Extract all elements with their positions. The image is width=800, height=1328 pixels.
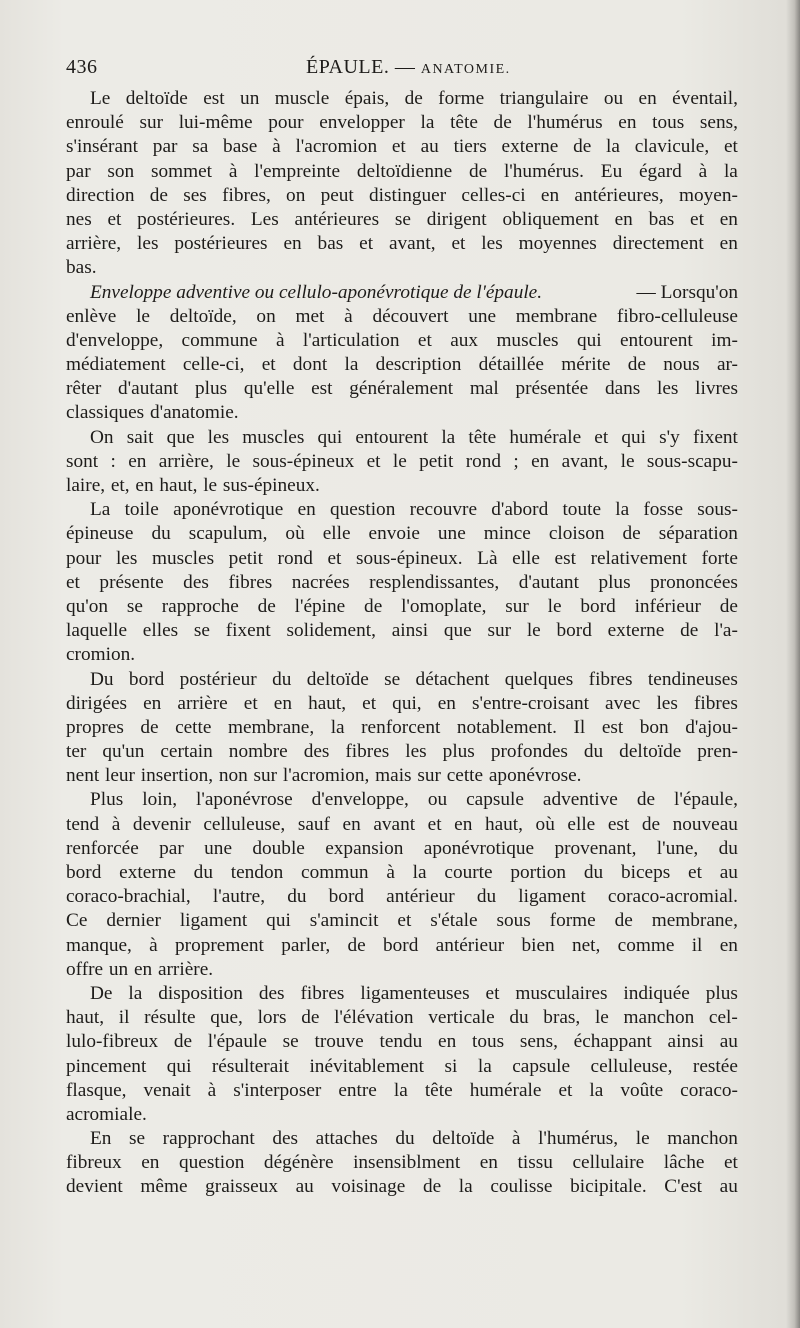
- text-line: enlève le deltoïde, on met à découvert une membrane fibro-celluleuse: [66, 305, 738, 327]
- paragraph: [66, 668, 738, 789]
- text-line: devient même graisseux au voisinage de la coulisse bicipitale. C'est au: [66, 1176, 738, 1198]
- text-line: par son sommet à l'empreinte deltoïdienne de l'humérus. Eu égard à la: [66, 160, 738, 182]
- text-line: classiques d'anatomie.: [66, 402, 239, 424]
- text-line: lulo-fibreux de l'épaule se trouve tendu en tous sens, échappant ainsi au: [66, 1031, 738, 1053]
- text-line: sont : en arrière, le sous-épineux et le petit rond ; en avant, le sous-scapu-: [66, 450, 738, 472]
- section-heading: Enveloppe adventive ou cellulo-aponévrotique de l'épaule.: [90, 281, 543, 303]
- text-line: acromiale.: [66, 1103, 147, 1125]
- text-line: [66, 281, 738, 305]
- text-line: qu'on se rapproche de l'épine de l'omoplate, sur le bord inférieur de: [66, 595, 738, 617]
- text-line: renforcée par une double expansion aponévrotique provenant, l'une, du: [66, 837, 738, 859]
- text-line: nes et postérieures. Les antérieures se dirigent obliquement en bas et en: [66, 208, 738, 230]
- text-line: On sait que les muscles qui entourent la tête humérale et qui s'y fixent: [90, 426, 738, 448]
- text-line: pincement qui résulterait inévitablement si la capsule celluleuse, restée: [66, 1055, 738, 1077]
- page-number: 436: [66, 56, 98, 78]
- running-header: [66, 56, 738, 86]
- paragraph: [66, 498, 738, 667]
- text-line: Le deltoïde est un muscle épais, de forme triangulaire ou en éventail,: [90, 88, 738, 109]
- text-line: nent leur insertion, non sur l'acromion, mais sur cette aponévrose.: [66, 765, 582, 787]
- text-line: épineuse du scapulum, où elle envoie une mince cloison de séparation: [66, 523, 738, 545]
- running-title: [306, 56, 511, 79]
- text-line: En se rapprochant des attaches du deltoïde à l'humérus, le manchon: [90, 1128, 738, 1150]
- text-line: laire, et, en haut, le sus-épineux.: [66, 475, 320, 496]
- paragraph: [66, 87, 738, 281]
- text-line: s'insérant par sa base à l'acromion et au tiers externe de la clavicule, et: [66, 136, 738, 158]
- text-line: cromion.: [66, 644, 136, 666]
- paragraph: [66, 1127, 738, 1200]
- section-title: ANATOMIE.: [420, 62, 511, 77]
- text-line: médiatement celle-ci, et dont la description détaillée mérite de nous ar-: [66, 354, 738, 376]
- text-line: Ce dernier ligament qui s'amincit et s'étale sous forme de membrane,: [66, 910, 738, 932]
- paragraph: [66, 982, 738, 1127]
- paragraph: [66, 426, 738, 499]
- text-line: pour les muscles petit rond et sous-épineux. Là elle est relativement forte: [66, 547, 738, 569]
- text-line: dirigées en arrière et en haut, et qui, en s'entre-croisant avec les fibres: [66, 692, 738, 714]
- text-line: Plus loin, l'aponévrose d'enveloppe, ou capsule adventive de l'épaule,: [90, 789, 738, 811]
- body-text: [66, 87, 738, 1200]
- text-line: d'enveloppe, commune à l'articulation et aux muscles qui entourent im-: [66, 329, 738, 351]
- text-line: De la disposition des fibres ligamenteuses et musculaires indiquée plus: [90, 982, 738, 1004]
- text-line: arrière, les postérieures en bas et avant, et les moyennes directement en: [66, 233, 738, 255]
- text-line: et présente des fibres nacrées resplendissantes, d'autant plus prononcées: [66, 571, 738, 593]
- paragraph: [66, 281, 738, 426]
- text-line: enroulé sur lui-même pour envelopper la tête de l'humérus en tous sens,: [66, 112, 738, 134]
- page-edge-shadow: [786, 0, 800, 1328]
- text-line: ter qu'un certain nombre des fibres les plus profondes du deltoïde pren-: [66, 741, 738, 763]
- text-line: fibreux en question dégénère insensiblment en tissu cellulaire lâche et: [66, 1152, 738, 1174]
- text-line: bas.: [66, 257, 97, 279]
- text-line: propres de cette membrane, la renforcent notablement. Il est bon d'ajou-: [66, 716, 738, 738]
- paragraph: [66, 788, 738, 982]
- text-line: Du bord postérieur du deltoïde se détachent quelques fibres tendineuses: [90, 668, 738, 690]
- header-dash: —: [394, 56, 416, 78]
- text-line: direction de ses fibres, on peut distinguer celles-ci en antérieures, moyen-: [66, 184, 738, 206]
- text-line: laquelle elles se fixent solidement, ainsi que sur le bord externe de l'a-: [66, 620, 738, 642]
- text-line: rêter d'autant plus qu'elle est généralement mal présentée dans les livres: [66, 378, 738, 400]
- text-line: offre un en arrière.: [66, 958, 214, 980]
- text-line: haut, il résulte que, lors de l'élévation verticale du bras, le manchon cel-: [66, 1007, 738, 1029]
- text-line: bord externe du tendon commun à la courte portion du biceps et au: [66, 862, 738, 883]
- heading-continuation: — Lorsqu'on: [636, 281, 738, 303]
- text-line: coraco-brachial, l'autre, du bord antérieur du ligament coraco-acromial.: [66, 886, 738, 908]
- chapter-title: ÉPAULE.: [306, 56, 390, 78]
- text-line: flasque, venait à s'interposer entre la tête humérale et la voûte coraco-: [66, 1079, 738, 1101]
- text-line: La toile aponévrotique en question recouvre d'abord toute la fosse sous-: [90, 499, 738, 521]
- text-line: manque, à proprement parler, de bord antérieur bien net, comme il en: [66, 934, 738, 956]
- text-line: tend à devenir celluleuse, sauf en avant et en haut, où elle est de nouveau: [66, 813, 738, 835]
